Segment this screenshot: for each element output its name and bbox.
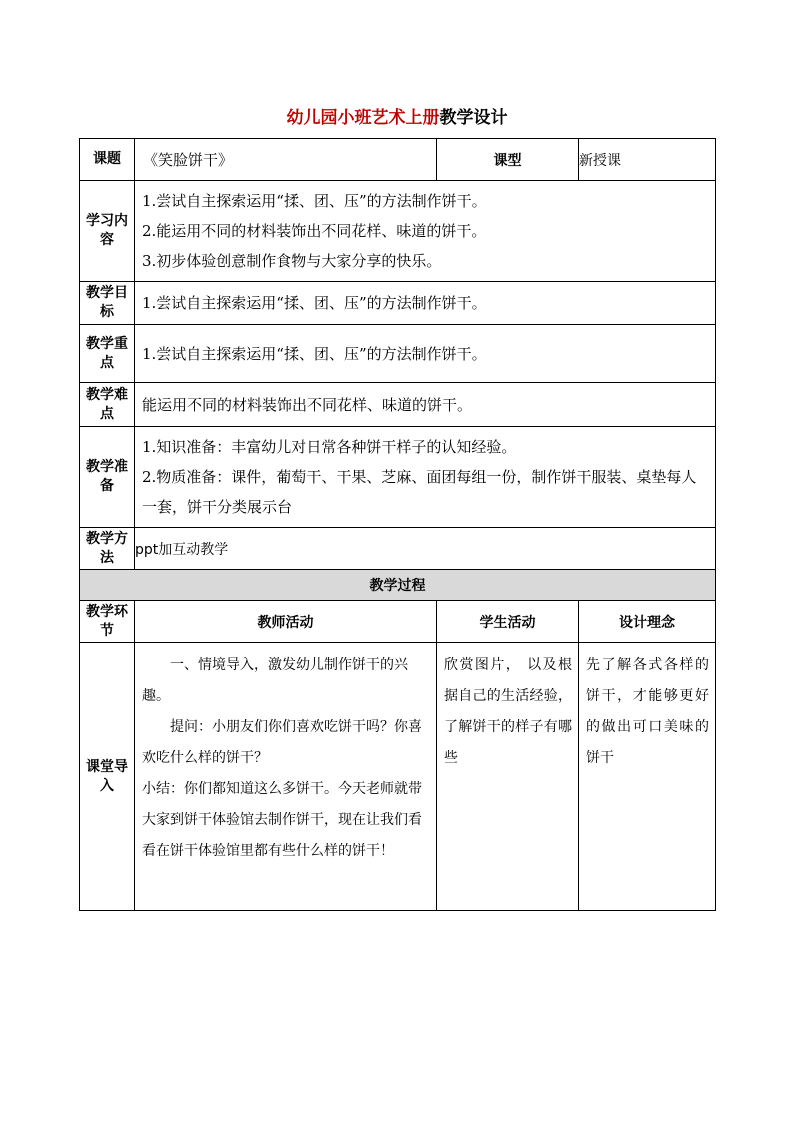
content-list [135,181,716,282]
focus-text: 1.尝试自主探索运用“揉、团、压”的方法制作饼干。 [142,344,487,363]
prep-item: 2.物质准备：课件，葡萄干、干果、芝麻、面团每组一份，制作饼干服装、桌垫每人一套，饼干分类展示台 [142,468,697,516]
col-concept: 设计理念 [579,601,716,643]
content-item: 2.能运用不同的材料装饰出不同花样、味道的饼干。 [142,222,487,240]
label-focus: 教学重点 [80,325,135,383]
title-course-name: 幼儿园小班艺术上册 [286,108,440,128]
document-title [0,103,794,128]
goal-text: 1.尝试自主探索运用“揉、团、压”的方法制作饼干。 [142,294,487,312]
teacher-paragraph: 小结：你们都知道这么多饼干。今天老师就带大家到饼干体验馆去制作饼干，现在让我们看看在饼干体验馆里都有些什么样的饼干！ [142,781,422,859]
content-item: 3.初步体验创意制作食物与大家分享的快乐。 [142,252,442,270]
row-difficulty [80,383,716,427]
design-concept: 先了解各式各样的饼干，才能够更好的做出可口美味的饼干 [579,643,716,911]
row-course [80,139,716,181]
row-process-header [80,570,716,601]
row-focus [80,325,716,383]
label-prep: 教学准备 [80,427,135,528]
row-process-columns [80,601,716,643]
course-type: 新授课 [579,139,716,181]
stage-name: 课堂导入 [80,643,135,911]
row-content [80,181,716,282]
col-teacher: 教师活动 [135,601,437,643]
col-stage: 教学环节 [80,601,135,643]
label-course: 课题 [80,139,135,181]
label-goal: 教学目标 [80,282,135,325]
teacher-activity [135,643,437,911]
teacher-paragraph: 一、情境导入，激发幼儿制作饼干的兴趣。 [142,657,408,704]
label-method: 教学方法 [80,528,135,570]
col-student: 学生活动 [437,601,579,643]
student-activity: 欣赏图片， 以及根据自己的生活经验，了解饼干的样子有哪些 [437,643,579,911]
label-type: 课型 [437,139,579,181]
lesson-plan-table [79,138,716,911]
label-content: 学习内容 [80,181,135,282]
method-text: ppt加互动教学 [135,528,716,570]
content-item: 1.尝试自主探索运用“揉、团、压”的方法制作饼干。 [142,192,487,210]
process-header: 教学过程 [80,570,716,601]
row-intro [80,643,716,911]
title-suffix: 教学设计 [439,108,508,128]
row-prep [80,427,716,528]
prep-list [135,427,716,528]
teacher-paragraph: 提问：小朋友们你们喜欢吃饼干吗？你喜欢吃什么样的饼干？ [142,719,422,766]
label-difficulty: 教学难点 [80,383,135,427]
prep-item: 1.知识准备：丰富幼儿对日常各种饼干样子的认知经验。 [142,438,517,456]
difficulty-text: 能运用不同的材料装饰出不同花样、味道的饼干。 [142,395,473,414]
course-name: 《笑脸饼干》 [135,139,437,181]
row-goal [80,282,716,325]
row-method [80,528,716,570]
